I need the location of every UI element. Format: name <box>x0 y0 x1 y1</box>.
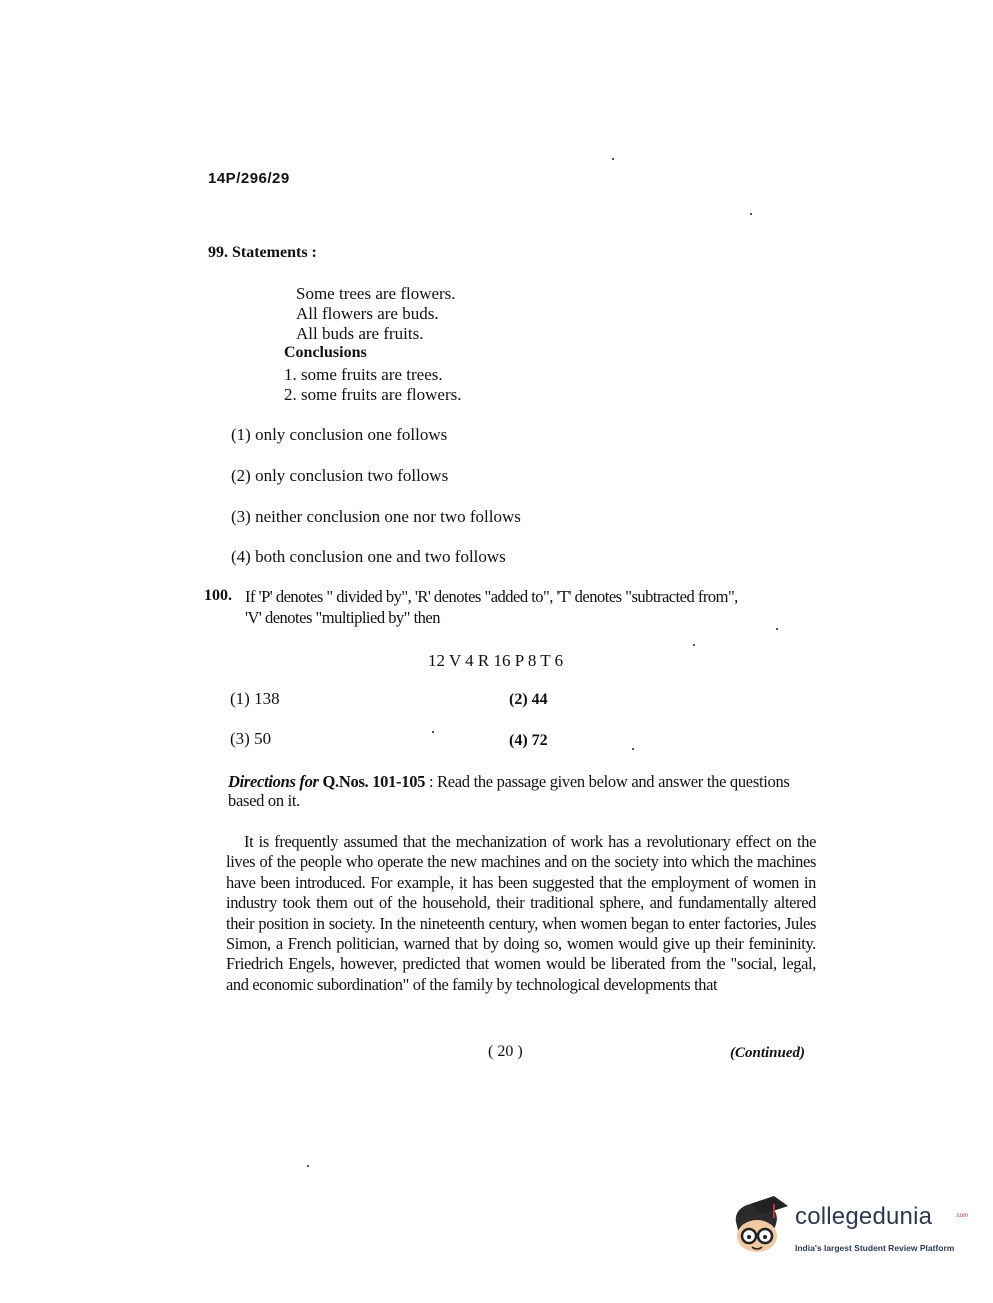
q100-option-2: (2) 44 <box>509 691 548 708</box>
q99-option-1: (1) only conclusion one follows <box>231 425 448 444</box>
directions-instruction: : Read the passage given below and answer the questions based on it. <box>228 772 790 810</box>
directions-text <box>228 772 818 810</box>
directions-qnos: Q.Nos. 101-105 <box>322 772 426 791</box>
page-number: ( 20 ) <box>488 1043 523 1060</box>
q99-conclusions-heading: Conclusions <box>284 344 367 361</box>
scan-speck <box>693 644 695 646</box>
directions-label: Directions for <box>228 772 319 791</box>
q100-option-1: (1) 138 <box>230 689 280 708</box>
q100-line-1: If 'P' denotes " divided by", 'R' denotes "added to", 'T' denotes "subtracted from", <box>245 587 738 606</box>
scan-speck <box>776 628 778 630</box>
q100-line-2: 'V' denotes "multiplied by" then <box>245 608 440 627</box>
continued-label: (Continued) <box>730 1045 806 1061</box>
q100-option-3: (3) 50 <box>230 729 272 748</box>
q99-conclusion-1: 1. some fruits are trees. <box>284 365 443 384</box>
q100-number: 100. <box>204 587 232 604</box>
q100-option-4: (4) 72 <box>509 732 548 749</box>
q99-statement-2: All flowers are buds. <box>296 304 439 323</box>
q99-statement-1: Some trees are flowers. <box>296 284 456 303</box>
q99-conclusion-2: 2. some fruits are flowers. <box>284 385 462 404</box>
scan-speck <box>632 748 634 750</box>
watermark-brand: collegedunia <box>795 1203 933 1230</box>
paper-code: 14P/296/29 <box>208 170 290 187</box>
mascot-icon <box>730 1196 792 1258</box>
scan-speck <box>307 1165 309 1167</box>
q100-expression: 12 V 4 R 16 P 8 T 6 <box>428 651 564 670</box>
watermark-tagline: India's largest Student Review Platform <box>795 1243 955 1253</box>
scan-speck <box>750 213 752 215</box>
watermark-com: .com <box>955 1213 969 1219</box>
q99-option-3: (3) neither conclusion one nor two follows <box>231 507 521 526</box>
q99-option-2: (2) only conclusion two follows <box>231 466 449 485</box>
q99-option-4: (4) both conclusion one and two follows <box>231 547 506 566</box>
q99-statement-3: All buds are fruits. <box>296 324 424 343</box>
passage-paragraph: It is frequently assumed that the mechanization of work has a revolutionary effect on the lives of the people who operate the new machines and on the society into which the machines have been introduced. For example, it has been suggested that the employment of women in industry took them out of the household, their traditional sphere, and fundamentally altered their position in society. In the nineteenth century, when women began to enter factories, Jules Simon, a French politician, warned that by doing so, women would give up their femininity. Friedrich Engels, however, predicted that women would be liberated from the "social, legal, and economic subordination" of the family by technological developments that <box>226 832 816 994</box>
q99-heading: 99. Statements : <box>208 244 317 261</box>
scan-speck <box>432 731 434 733</box>
scan-speck <box>612 158 614 160</box>
